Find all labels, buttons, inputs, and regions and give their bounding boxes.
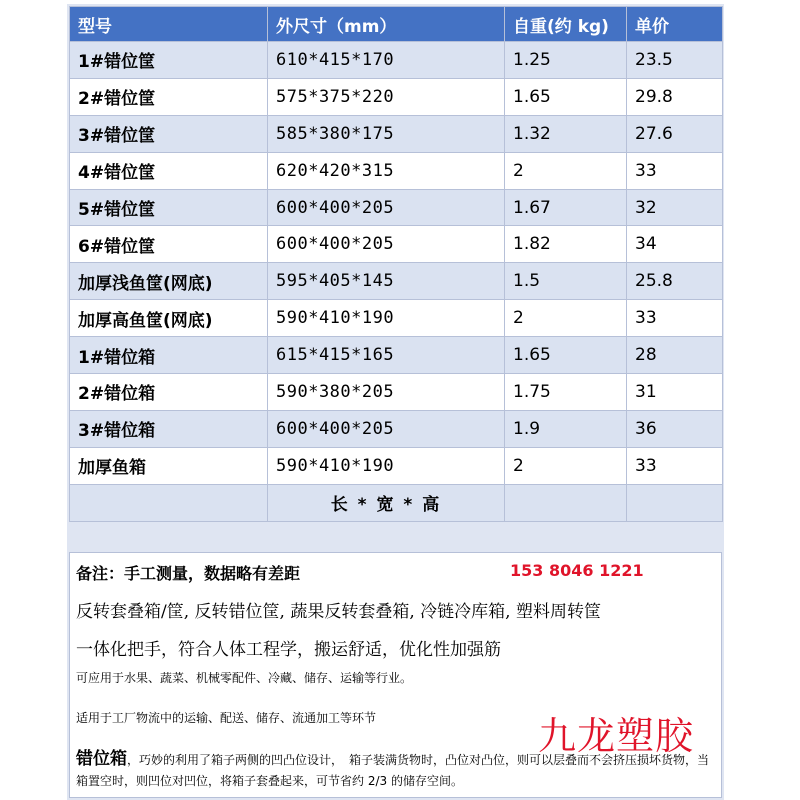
cell-name: 加厚高鱼筐(网底) — [70, 300, 268, 337]
table-row — [70, 337, 723, 374]
table-row — [70, 447, 723, 484]
description-text: ，巧妙的利用了箱子两侧的凹凸位设计， 箱子装满货物时，凸位对凸位，则可以层叠而不会挤压损坏货物，当箱置空时，则凹位对凹位，将箱子套叠起来，可节省约 2/3 的储存空间。 — [76, 753, 710, 788]
cell-name: 1#错位箱 — [70, 337, 268, 374]
cell-price: 33 — [627, 300, 723, 337]
cell-size: 620*420*315 — [268, 152, 505, 189]
cell-name: 2#错位箱 — [70, 374, 268, 411]
cell-weight: 1.65 — [505, 337, 627, 374]
cell-weight: 2 — [505, 152, 627, 189]
cell-empty — [70, 484, 268, 521]
cell-price: 23.5 — [627, 42, 723, 79]
cell-weight: 2 — [505, 447, 627, 484]
header-weight: 自重(约 kg) — [505, 7, 627, 42]
notes-panel — [69, 552, 722, 798]
cell-price: 28 — [627, 337, 723, 374]
cell-name: 4#错位筐 — [70, 152, 268, 189]
cell-weight: 1.25 — [505, 42, 627, 79]
cell-price: 29.8 — [627, 78, 723, 115]
cell-size: 600*400*205 — [268, 410, 505, 447]
cell-name: 5#错位筐 — [70, 189, 268, 226]
table-row — [70, 374, 723, 411]
cell-weight: 2 — [505, 300, 627, 337]
cell-weight: 1.67 — [505, 189, 627, 226]
applications-text: 可应用于水果、蔬菜、机械零配件、冷藏、储存、运输等行业。 — [76, 671, 413, 685]
cell-price: 25.8 — [627, 263, 723, 300]
cell-weight: 1.75 — [505, 374, 627, 411]
header-price: 单价 — [627, 7, 723, 42]
cell-size: 595*405*145 — [268, 263, 505, 300]
description-title: 错位箱 — [76, 749, 127, 769]
table-row — [70, 410, 723, 447]
remark-text: 备注：手工测量，数据略有差距 — [76, 564, 301, 583]
table-row — [70, 189, 723, 226]
cell-weight: 1.32 — [505, 115, 627, 152]
table-row — [70, 300, 723, 337]
cell-weight: 1.82 — [505, 226, 627, 263]
cell-name: 3#错位筐 — [70, 115, 268, 152]
cell-size: 590*410*190 — [268, 300, 505, 337]
cell-name: 6#错位筐 — [70, 226, 268, 263]
cell-weight: 1.9 — [505, 410, 627, 447]
cell-name: 3#错位箱 — [70, 410, 268, 447]
header-model: 型号 — [70, 7, 268, 42]
header-size: 外尺寸（mm） — [268, 7, 505, 42]
cell-price: 33 — [627, 152, 723, 189]
cell-name: 1#错位筐 — [70, 42, 268, 79]
cell-empty — [505, 484, 627, 521]
features-text: 一体化把手，符合人体工程学，搬运舒适，优化性加强筋 — [76, 640, 501, 660]
cell-price: 36 — [627, 410, 723, 447]
cell-empty — [627, 484, 723, 521]
cell-size: 575*375*220 — [268, 78, 505, 115]
cell-price: 27.6 — [627, 115, 723, 152]
table-row — [70, 226, 723, 263]
table-row — [70, 152, 723, 189]
cell-size: 600*400*205 — [268, 226, 505, 263]
table-row — [70, 263, 723, 300]
dimensions-label: 长 * 宽 * 高 — [268, 484, 505, 521]
description-paragraph — [76, 749, 716, 792]
cell-name: 加厚鱼箱 — [70, 447, 268, 484]
table-row — [70, 115, 723, 152]
spec-table — [69, 6, 723, 522]
cell-name: 加厚浅鱼筐(网底) — [70, 263, 268, 300]
cell-size: 585*380*175 — [268, 115, 505, 152]
header-row — [70, 7, 723, 42]
cell-size: 590*410*190 — [268, 447, 505, 484]
cell-size: 610*415*170 — [268, 42, 505, 79]
cell-price: 34 — [627, 226, 723, 263]
cell-price: 31 — [627, 374, 723, 411]
cell-name: 2#错位筐 — [70, 78, 268, 115]
table-row — [70, 78, 723, 115]
usage-text: 适用于工厂物流中的运输、配送、储存、流通加工等环节 — [76, 711, 377, 725]
cell-price: 33 — [627, 447, 723, 484]
cell-weight: 1.65 — [505, 78, 627, 115]
cell-size: 615*415*165 — [268, 337, 505, 374]
cell-price: 32 — [627, 189, 723, 226]
cell-weight: 1.5 — [505, 263, 627, 300]
dimensions-row — [70, 484, 723, 521]
cell-size: 590*380*205 — [268, 374, 505, 411]
table-row — [70, 42, 723, 79]
cell-size: 600*400*205 — [268, 189, 505, 226]
brand-name: 九龙塑胶 — [538, 714, 695, 758]
phone-number: 153 8046 1221 — [510, 561, 644, 580]
product-types-text: 反转套叠箱/筐, 反转错位筐, 蔬果反转套叠箱, 冷链冷库箱, 塑料周转筐 — [76, 602, 601, 622]
